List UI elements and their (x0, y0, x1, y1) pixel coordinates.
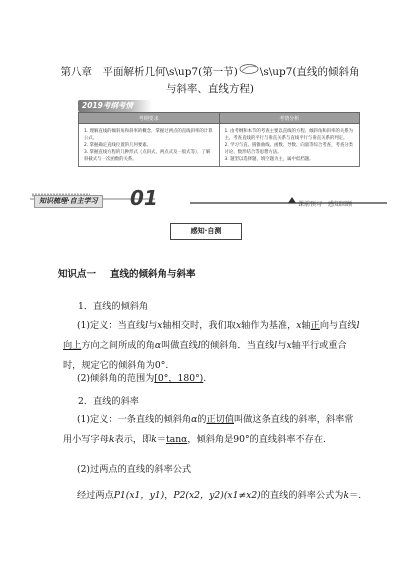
title-line-1 (40, 63, 380, 81)
analysis-item: 3. 题型以选择题、填空题为主，属中低档题。 (224, 157, 314, 162)
requirement-item: 1. 理解直线的倾斜角和斜率的概念，掌握过两点的直线斜率的计算公式。 (84, 129, 213, 141)
knowledge-point-label: 知识点一 (58, 269, 97, 280)
section-right-text: 课前预习 感知回顾 (298, 201, 353, 208)
logo-icon (239, 63, 259, 81)
paragraph-two-point-formula: (2)过两点的直线的斜率公式 (77, 464, 192, 475)
section-label: 知识梳理·自主学习 (34, 195, 103, 208)
requirements-cell (79, 124, 220, 167)
chapter-title (40, 63, 380, 98)
paragraph-angle-range: (2)倾斜角的范围为[0°，180°). (77, 373, 207, 384)
title-text-part2: \s\up7(直线的倾斜角 (259, 66, 360, 78)
header-left: 考纲要求 (79, 113, 220, 124)
subsection-title-2: 2．直线的斜率 (78, 396, 139, 407)
exam-tag: 2019考纲考情 (78, 100, 152, 112)
knowledge-point-heading (58, 266, 196, 280)
requirement-item: 3. 掌握直线方程的几种形式（点斜式、两点式及一般式等），了解斜截式与一次函数的关系。 (84, 150, 211, 162)
title-text-part1: 第八章 平面解析几何\s\up7(第一节) (60, 66, 238, 78)
title-line-2: 与斜率、直线方程) (165, 83, 255, 95)
self-test-box: 感知·自测 (170, 223, 242, 240)
knowledge-point-title: 直线的倾斜角与斜率 (110, 269, 196, 280)
subsection-title-1: 1．直线的倾斜角 (78, 301, 149, 312)
requirement-item: 2. 掌握确定直线位置的几何要素。 (84, 143, 152, 148)
analysis-item: 1. 由考纲和本节的考查主要以直线的方程、倾斜角和斜率的关系为主，考查直线的平行与垂直关系与直线平行与垂直关系的判定。 (224, 129, 354, 141)
exam-outline-table (78, 112, 360, 167)
analysis-item: 2. 学习与直、圆锥曲线、函数、导数、向量等综合考查，考查分类讨论、数形结合等思想方法。 (224, 143, 354, 155)
section-number: 01 (130, 186, 158, 210)
paragraph-definition-slope: (1)定义：一条直线的倾斜角α的正切值叫做这条直线的斜率，斜率常用小写字母k表示，即k＝tanα，倾斜角是90°的直线斜率不存在. (63, 414, 354, 445)
header-right: 考情分析 (219, 113, 360, 124)
paragraph-slope-formula: 经过两点P1(x1，y1)，P2(x2，y2)(x1≠x2)的直线的斜率公式为k＝. (77, 490, 362, 501)
analysis-cell (219, 124, 360, 167)
paragraph-definition-angle: (1)定义：当直线l与x轴相交时，我们取x轴作为基准，x轴正向与直线l向上方向之间所成的角α叫做直线l的倾斜角．当直线l与x轴平行或重合时，规定它的倾斜角为0°. (63, 320, 360, 371)
